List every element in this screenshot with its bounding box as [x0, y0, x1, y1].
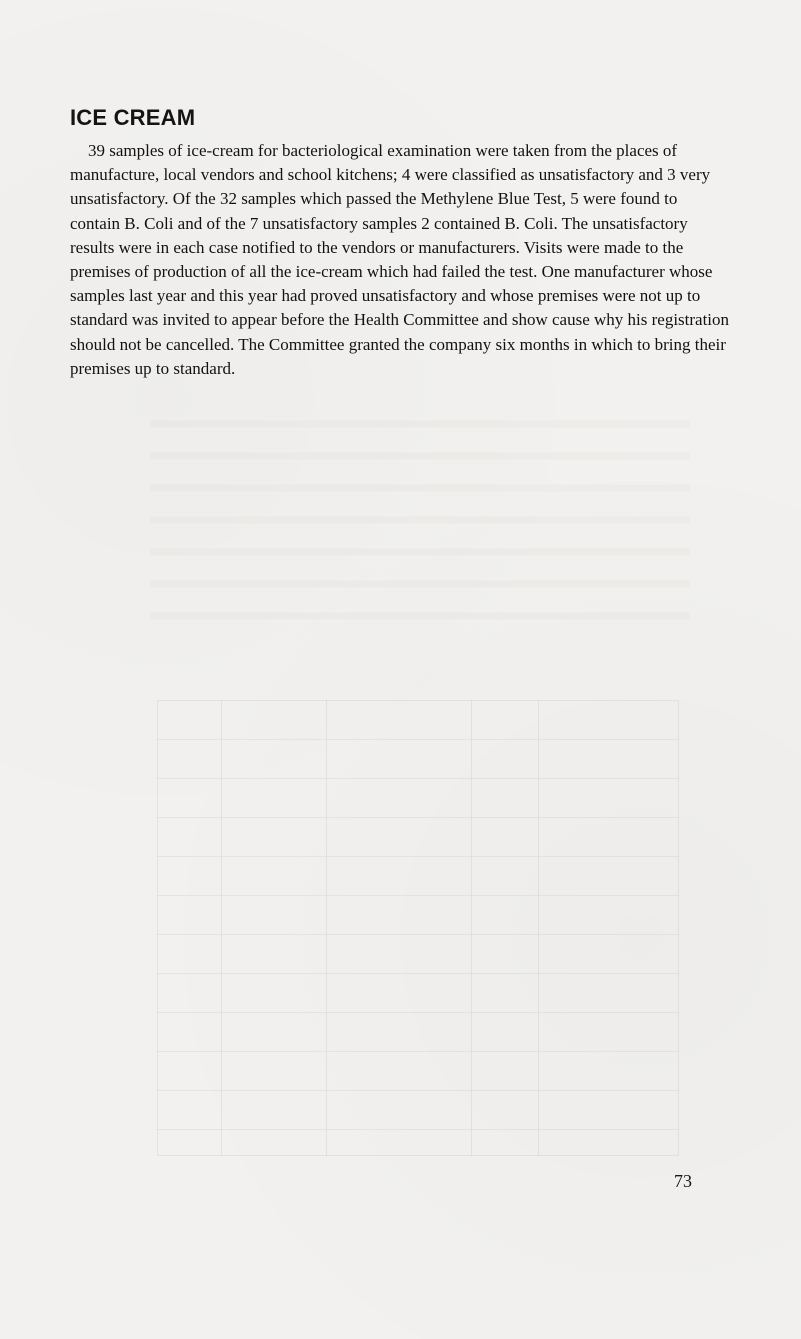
- section-title: ICE CREAM: [70, 105, 196, 130]
- body-paragraph: 39 samples of ice-cream for bacteriological examination were taken from the places of manufacture, local vendors and school kitchens; 4 were classified as unsatisfactory and 3 very unsatisfactory. Of the 32 samples which passed the Methylene Blue Test, 5 were found to contain B. Coli and of the 7 unsatisfactory samples 2 contained B. Coli. The unsatisfactory results were in each case notified to the vendors or manufacturers. Visits were made to the premises of production of all the ice-cream which had failed the test. One manufacturer whose samples last year and this year had proved unsatisfactory and whose premises were not up to standard was invited to appear before the Health Committee and show cause why his registration should not be cancelled. The Committee granted the company six months in which to bring their premises up to standard.: [70, 141, 730, 378]
- page-number: 73: [674, 1171, 692, 1191]
- bleed-through-table: [157, 700, 679, 1156]
- bleed-through-text-lines: [150, 400, 690, 640]
